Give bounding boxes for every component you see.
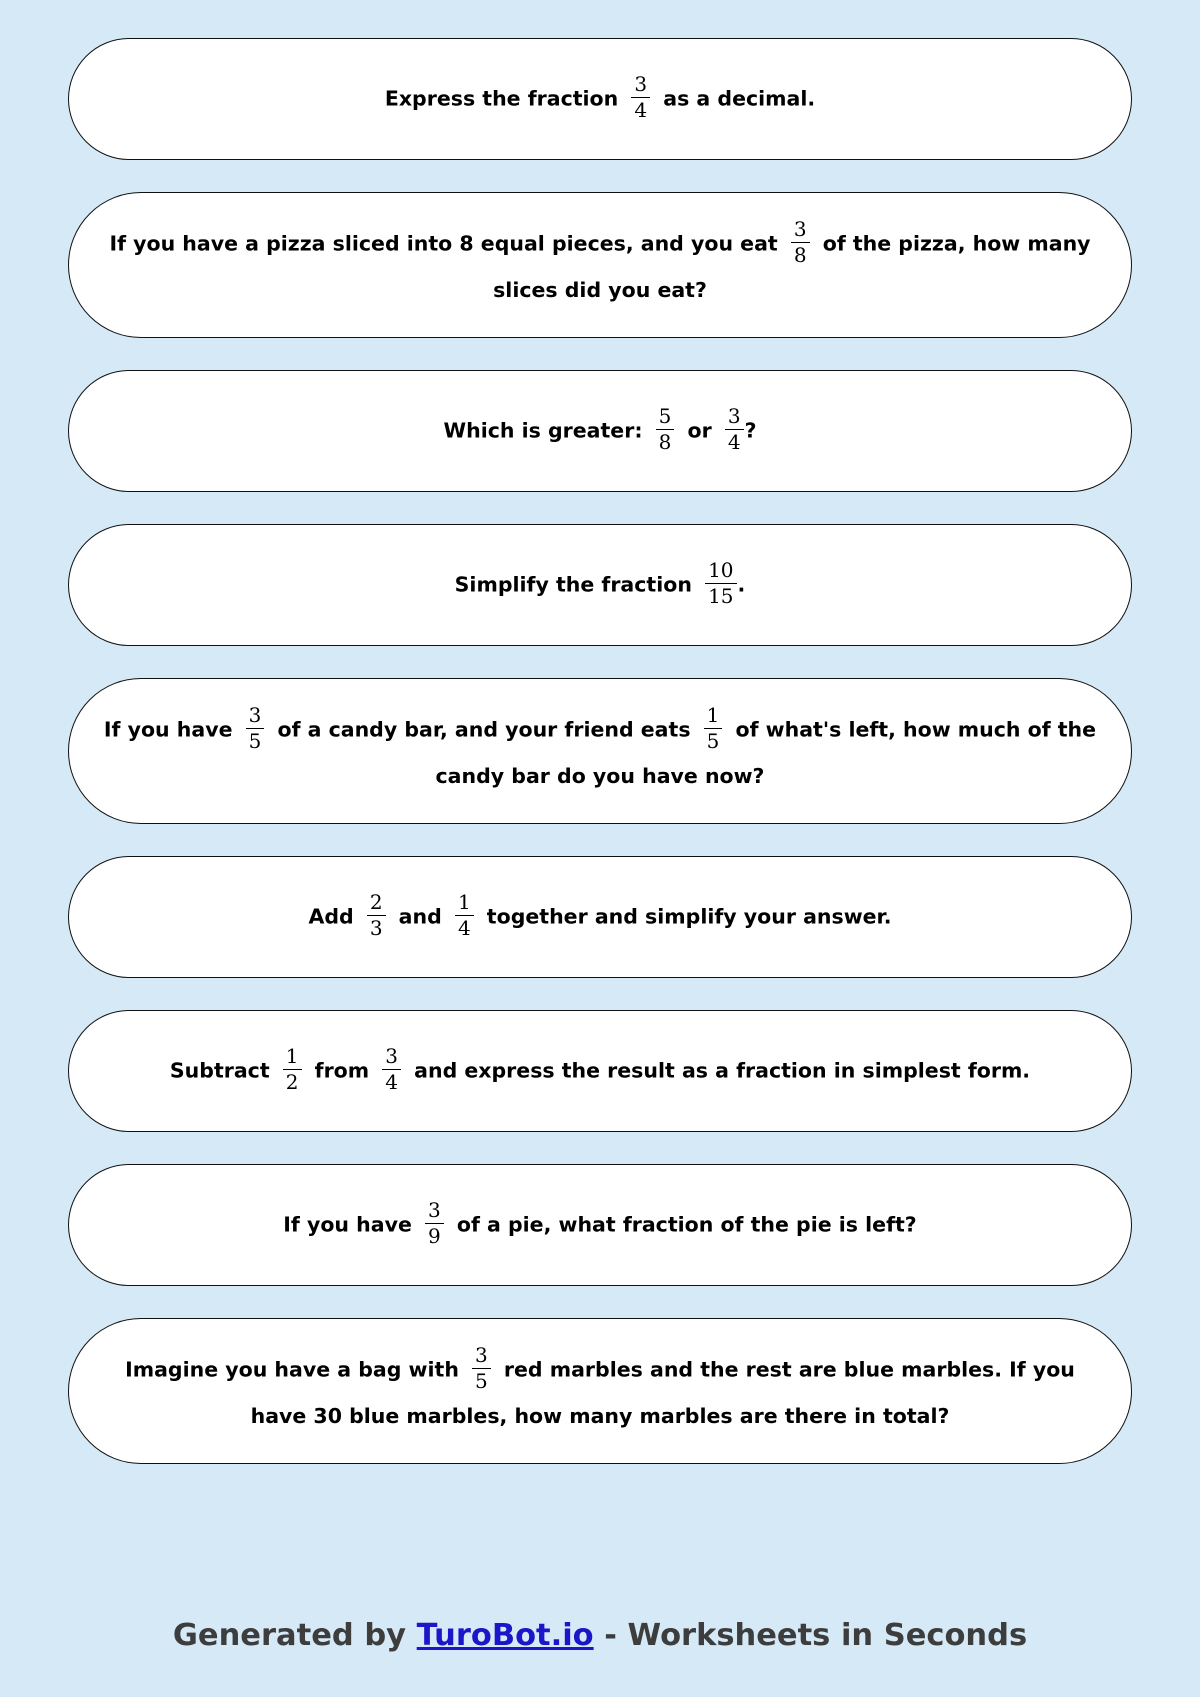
question-text bbox=[95, 1345, 1105, 1437]
question-card bbox=[68, 1164, 1132, 1286]
question-text-segment: of a candy bar, and your friend eats bbox=[270, 717, 698, 742]
question-text-segment: as a decimal. bbox=[656, 86, 816, 110]
fraction bbox=[705, 558, 736, 609]
question-text bbox=[308, 889, 892, 943]
question-card bbox=[68, 856, 1132, 978]
question-card bbox=[68, 192, 1132, 338]
question-text-segment: and bbox=[391, 904, 449, 928]
fraction-numerator: 3 bbox=[631, 72, 650, 98]
question-text-segment: ? bbox=[744, 418, 757, 442]
question-text-segment: Which is greater: bbox=[443, 418, 650, 442]
fraction-denominator: 4 bbox=[385, 1069, 398, 1094]
fraction-numerator: 3 bbox=[725, 404, 744, 430]
question-card bbox=[68, 38, 1132, 160]
fraction-denominator: 4 bbox=[457, 915, 471, 940]
question-text bbox=[283, 1197, 917, 1251]
fraction-numerator: 3 bbox=[791, 217, 810, 243]
fraction-numerator: 3 bbox=[382, 1044, 401, 1070]
question-text-segment: and express the result as a fraction in simplest form. bbox=[407, 1058, 1031, 1082]
fraction-numerator: 1 bbox=[704, 703, 723, 729]
question-text-segment: or bbox=[680, 418, 719, 442]
fraction-denominator: 8 bbox=[658, 429, 672, 454]
question-text-segment: of what's left, how much of the candy bar do you have now? bbox=[435, 717, 1097, 788]
fraction-numerator: 1 bbox=[455, 890, 474, 916]
question-text-segment: of the pizza, how many slices did you eat? bbox=[493, 231, 1091, 302]
question-text-segment: If you have bbox=[103, 717, 240, 742]
question-text bbox=[95, 219, 1105, 311]
fraction-denominator: 2 bbox=[285, 1069, 299, 1094]
fraction bbox=[246, 703, 265, 754]
fraction bbox=[382, 1044, 401, 1095]
turobot-link[interactable]: TuroBot.io bbox=[416, 1618, 594, 1653]
footer-suffix: - Worksheets in Seconds bbox=[593, 1618, 1028, 1653]
question-text-segment: If you have a pizza sliced into 8 equal pieces, and you eat bbox=[109, 231, 785, 256]
fraction bbox=[367, 890, 386, 941]
fraction-denominator: 4 bbox=[727, 429, 741, 454]
question-text bbox=[384, 71, 816, 125]
fraction bbox=[725, 404, 744, 455]
fraction bbox=[425, 1198, 444, 1249]
fraction-numerator: 5 bbox=[656, 404, 675, 430]
fraction bbox=[704, 703, 723, 754]
question-list bbox=[68, 38, 1132, 1496]
question-text-segment: Imagine you have a bag with bbox=[125, 1357, 467, 1382]
fraction-denominator: 5 bbox=[248, 729, 262, 753]
question-text-segment: Express the fraction bbox=[384, 86, 626, 110]
question-text-segment: red marbles and the rest are blue marbles. If you have 30 blue marbles, how many marbles are there in total? bbox=[250, 1357, 1075, 1428]
footer bbox=[0, 1618, 1200, 1653]
question-text-segment: from bbox=[307, 1058, 377, 1082]
question-card bbox=[68, 1318, 1132, 1464]
fraction-denominator: 4 bbox=[634, 97, 648, 122]
fraction bbox=[631, 72, 650, 123]
fraction bbox=[656, 404, 675, 455]
fraction-denominator: 5 bbox=[706, 729, 720, 753]
question-text bbox=[169, 1043, 1031, 1097]
question-text-segment: Add bbox=[308, 904, 361, 928]
fraction bbox=[472, 1343, 491, 1394]
fraction bbox=[283, 1044, 302, 1095]
fraction-numerator: 3 bbox=[425, 1198, 444, 1224]
question-card bbox=[68, 524, 1132, 646]
fraction-numerator: 2 bbox=[367, 890, 386, 916]
fraction-numerator: 3 bbox=[472, 1343, 491, 1369]
question-text bbox=[454, 557, 746, 611]
fraction-denominator: 9 bbox=[428, 1223, 441, 1248]
question-text-segment: Subtract bbox=[169, 1058, 277, 1082]
question-text-segment: together and simplify your answer. bbox=[479, 904, 892, 928]
fraction bbox=[455, 890, 474, 941]
footer-prefix: Generated by bbox=[172, 1618, 417, 1653]
question-text-segment: Simplify the fraction bbox=[454, 572, 700, 596]
fraction-numerator: 10 bbox=[705, 558, 736, 584]
question-text-segment: . bbox=[737, 572, 746, 596]
question-text-segment: of a pie, what fraction of the pie is left? bbox=[449, 1212, 917, 1236]
fraction-numerator: 1 bbox=[283, 1044, 302, 1070]
fraction-denominator: 8 bbox=[793, 243, 807, 267]
question-card bbox=[68, 1010, 1132, 1132]
fraction-denominator: 5 bbox=[475, 1369, 488, 1393]
fraction-denominator: 3 bbox=[369, 915, 383, 940]
fraction-numerator: 3 bbox=[246, 703, 265, 729]
question-text-segment: If you have bbox=[283, 1212, 419, 1236]
fraction bbox=[791, 217, 810, 268]
question-card bbox=[68, 678, 1132, 824]
question-text bbox=[443, 403, 757, 457]
question-text bbox=[95, 705, 1105, 797]
question-card bbox=[68, 370, 1132, 492]
fraction-denominator: 15 bbox=[708, 583, 734, 608]
